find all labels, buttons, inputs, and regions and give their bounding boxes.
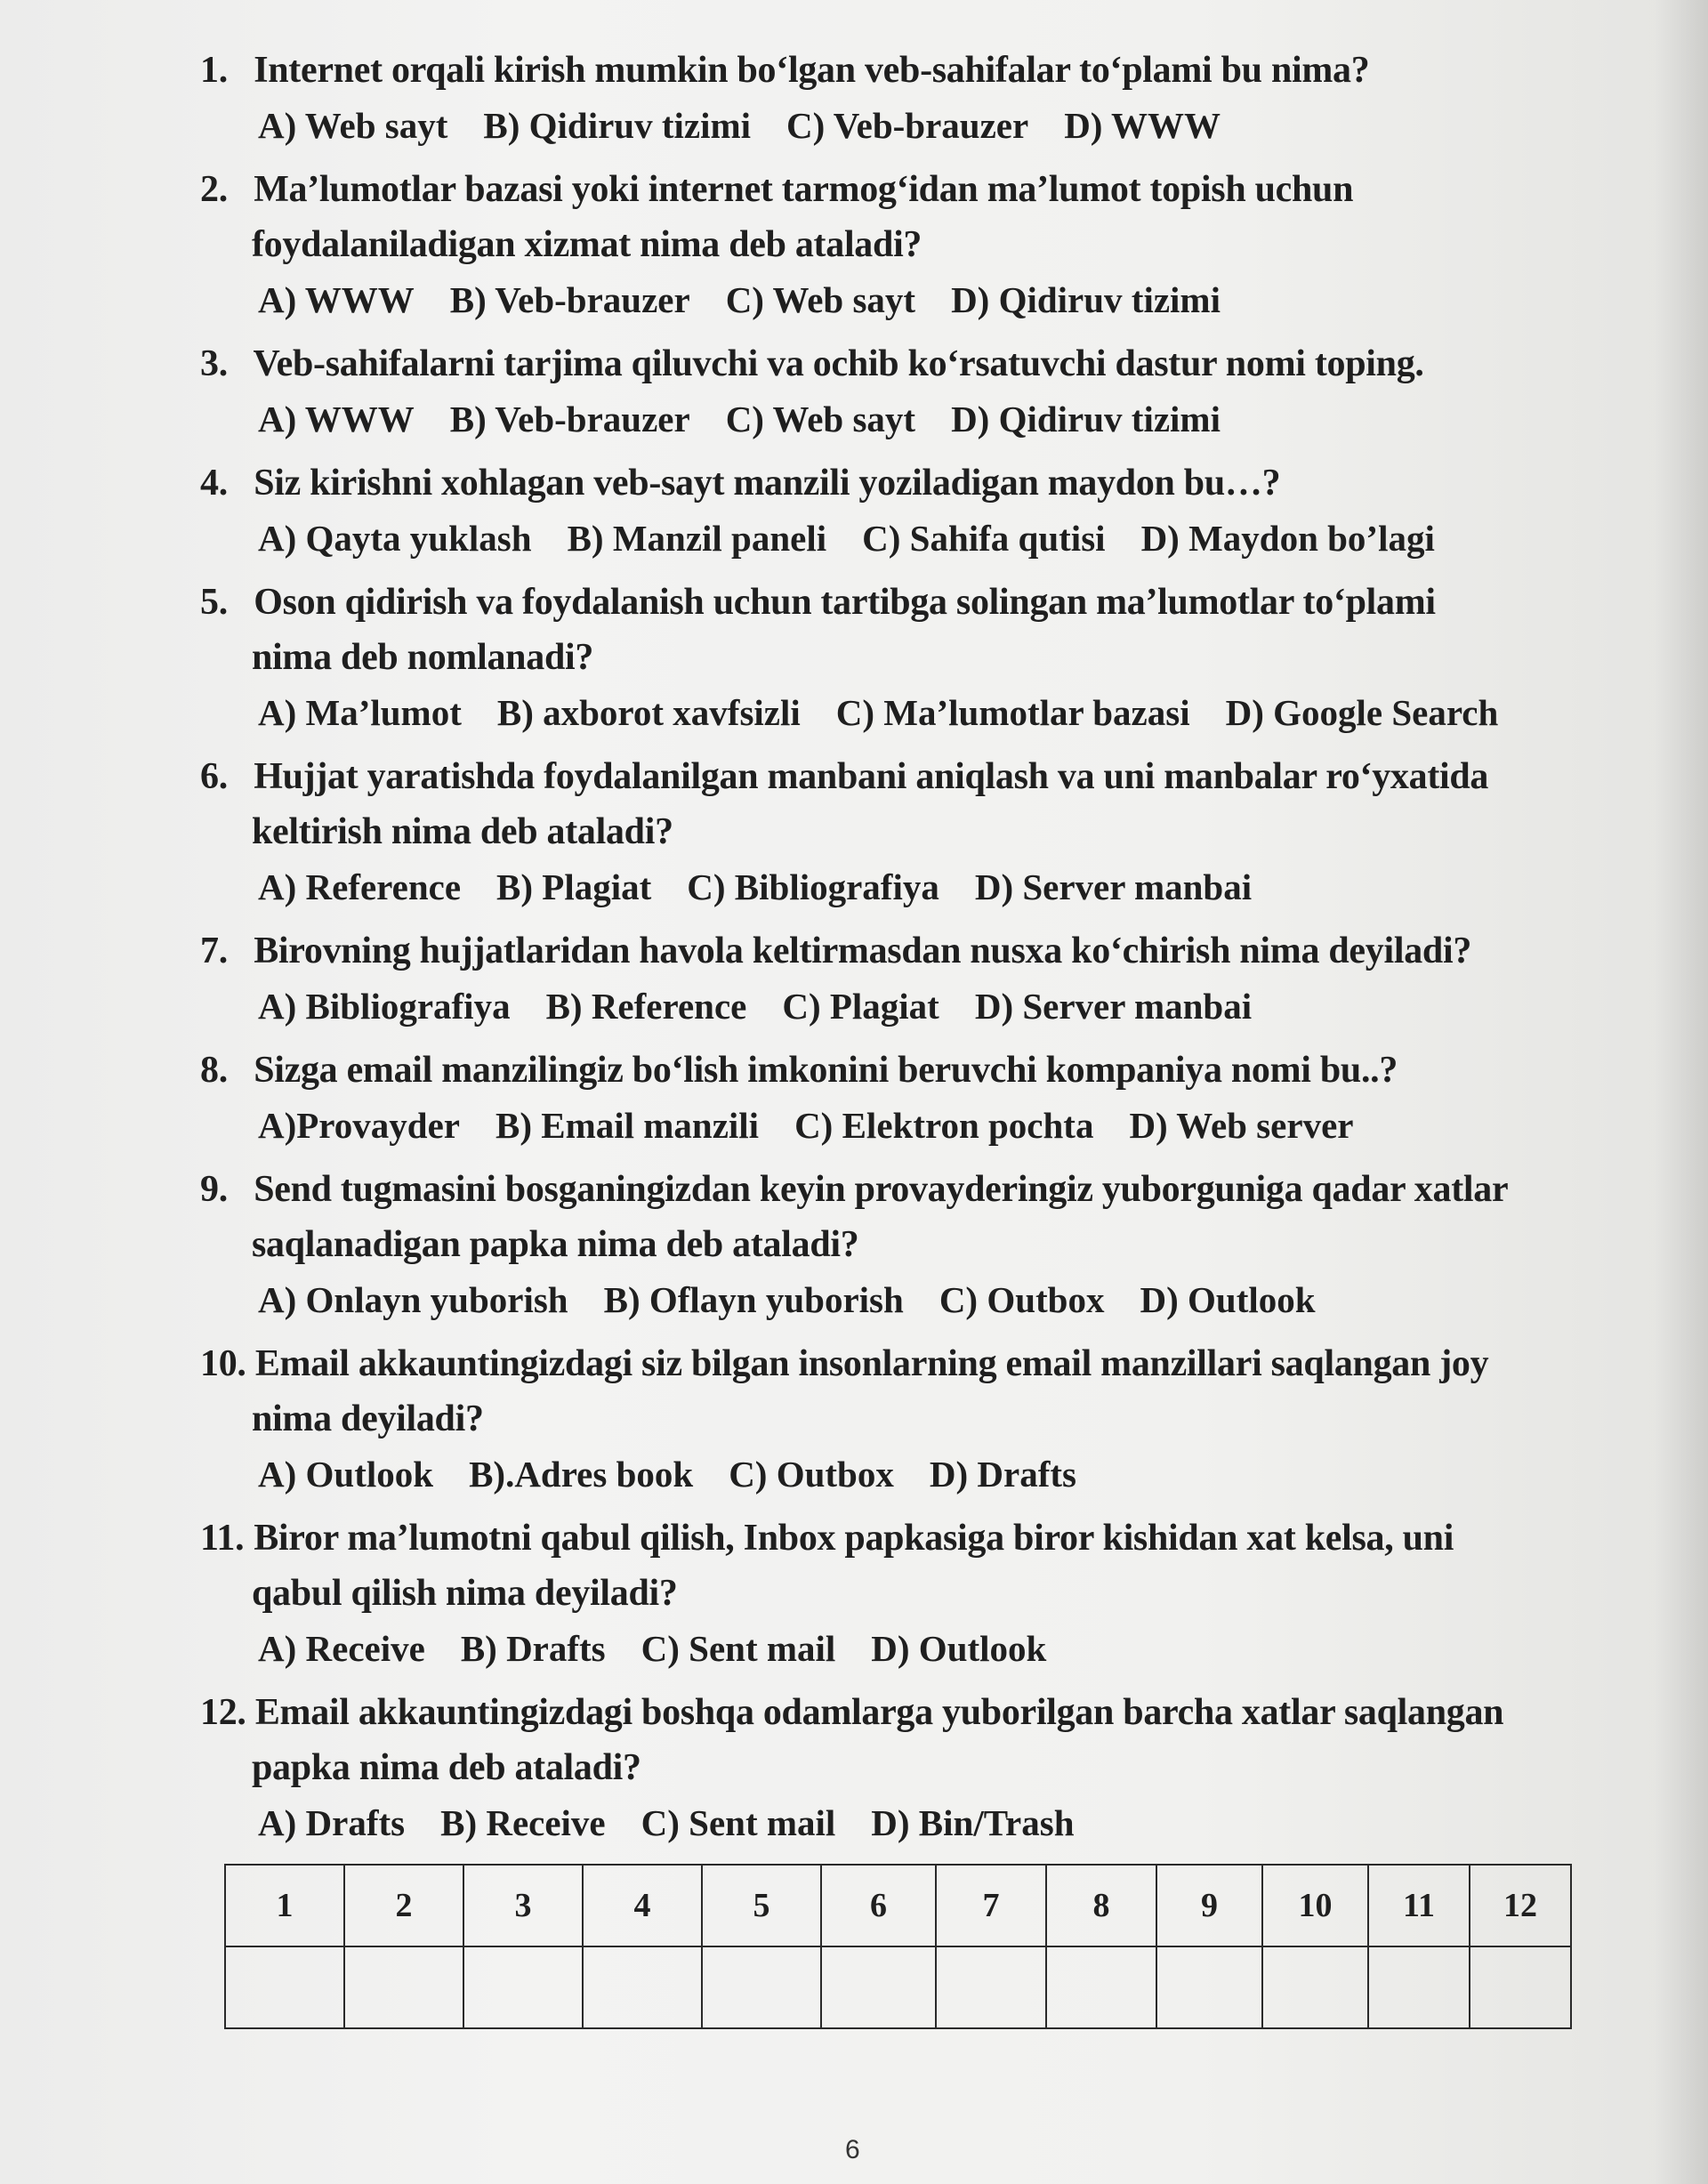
option-d: D) Bin/Trash [871,1802,1075,1843]
option-c: C) Outbox [729,1454,894,1495]
question-number: 9. [200,1169,228,1210]
option-d: D) Server manbai [974,866,1253,907]
answer-options [200,391,1623,447]
page-edge-shadow [1655,0,1708,2184]
answer-options [200,979,1623,1034]
question-text [200,1336,1623,1391]
question-number: 4. [200,463,228,504]
question-10 [200,1336,1623,1502]
answer-cell[interactable] [1156,1946,1262,2028]
question-line: Send tugmasini bosganingizdan keyin provayderingiz yuborguniga qadar xatlar [254,1169,1509,1210]
option-d: D) Outlook [871,1628,1047,1669]
answer-table-answer-row [225,1946,1571,2028]
question-line: Email akkauntingizdagi siz bilgan insonlarning email manzillari saqlangan joy [254,1343,1489,1384]
question-line: nima deb nomlanadi? [252,637,594,678]
option-b: B) Email manzili [495,1105,760,1146]
question-7 [200,923,1623,1034]
option-c: C) Sahifa qutisi [862,518,1106,559]
answer-cell[interactable] [821,1946,936,2028]
answer-header-cell: 5 [702,1865,821,1946]
question-number: 5. [200,582,228,623]
question-number: 7. [200,931,228,971]
question-line: Siz kirishni xohlagan veb-sayt manzili yoziladigan maydon bu…? [254,463,1281,504]
question-6 [200,749,1623,915]
question-2 [200,162,1623,327]
page-number: 6 [845,2135,860,2164]
option-a: A) Reference [258,866,462,907]
answer-cell[interactable] [225,1946,344,2028]
option-c: C) Sent mail [640,1802,836,1843]
question-text [200,162,1623,217]
answer-options [200,859,1623,915]
option-b: B) axborot xavfsizli [496,692,801,733]
option-a: A)Provayder [258,1105,460,1146]
option-d: D) Server manbai [974,986,1253,1027]
option-c: C) Bibliografiya [687,866,939,907]
option-b: B) Manzil paneli [567,518,827,559]
question-line: Email akkauntingizdagi boshqa odamlarga yuborilgan barcha xatlar saqlangan [254,1692,1504,1733]
question-line: qabul qilish nima deyiladi? [252,1573,678,1614]
answer-cell[interactable] [1470,1946,1571,2028]
question-line: Hujjat yaratishda foydalanilgan manbani aniqlash va uni manbalar ro‘yxatida [254,756,1489,797]
option-c: C) Sent mail [640,1628,836,1669]
answer-header-cell: 8 [1046,1865,1156,1946]
option-a: A) Onlayn yuborish [258,1279,568,1320]
question-number: 12. [200,1692,246,1733]
option-d: D) Qidiruv tizimi [951,279,1221,320]
answer-header-cell: 7 [936,1865,1046,1946]
answer-options [200,511,1623,566]
answer-cell[interactable] [1046,1946,1156,2028]
option-a: A) Drafts [258,1802,406,1843]
answer-header-cell: 6 [821,1865,936,1946]
question-text [200,455,1623,511]
question-number: 10. [200,1343,246,1384]
option-a: A) Receive [258,1628,425,1669]
option-b: B) Veb-brauzer [449,399,690,439]
question-line: foydalaniladigan xizmat nima deb ataladi? [252,224,922,265]
answer-header-cell: 3 [463,1865,583,1946]
answer-header-cell: 4 [583,1865,702,1946]
option-c: C) Elektron pochta [794,1105,1094,1146]
question-line: saqlanadigan papka nima deb ataladi? [252,1224,859,1265]
option-b: B) Qidiruv tizimi [483,105,752,146]
answer-options [200,1795,1623,1850]
question-line: Oson qidirish va foydalanish uchun tartibga solingan ma’lumotlar to‘plami [254,582,1436,623]
question-line: Ma’lumotlar bazasi yoki internet tarmog‘idan ma’lumot topish uchun [254,169,1354,210]
question-text [200,749,1623,804]
answer-options [200,272,1623,327]
answer-options [200,1098,1623,1153]
question-8 [200,1043,1623,1153]
answer-cell[interactable] [463,1946,583,2028]
option-a: A) WWW [258,279,415,320]
answer-header-cell: 11 [1368,1865,1470,1946]
option-b: B).Adres book [469,1454,694,1495]
option-b: B) Reference [545,986,747,1027]
answer-options [200,1447,1623,1502]
question-line: nima deyiladi? [252,1398,484,1439]
question-list [200,43,1623,1859]
option-d: D) Qidiruv tizimi [951,399,1221,439]
option-c: C) Web sayt [725,279,916,320]
option-c: C) Plagiat [782,986,939,1027]
question-text [200,43,1623,98]
question-line: Birovning hujjatlaridan havola keltirmasdan nusxa ko‘chirish nima deyiladi? [254,931,1472,971]
option-b: B) Receive [440,1802,606,1843]
answer-table [224,1864,1572,2029]
question-number: 8. [200,1050,228,1091]
question-line: Internet orqali kirish mumkin bo‘lgan veb-sahifalar to‘plami bu nima? [254,50,1370,91]
option-c: C) Outbox [939,1279,1105,1320]
answer-cell[interactable] [583,1946,702,2028]
answer-header-cell: 10 [1262,1865,1368,1946]
option-b: B) Drafts [460,1628,606,1669]
option-b: B) Plagiat [496,866,652,907]
answer-header-cell: 2 [344,1865,463,1946]
answer-header-cell: 12 [1470,1865,1571,1946]
answer-cell[interactable] [1262,1946,1368,2028]
question-number: 6. [200,756,228,797]
option-b: B) Veb-brauzer [449,279,690,320]
option-a: A) Bibliografiya [258,986,511,1027]
option-d: D) WWW [1064,105,1221,146]
question-line: Sizga email manzilingiz bo‘lish imkonini beruvchi kompaniya nomi bu..? [254,1050,1398,1091]
option-c: C) Web sayt [725,399,916,439]
question-1 [200,43,1623,153]
question-text [200,1043,1623,1098]
question-text [200,1685,1623,1740]
question-text [200,336,1623,391]
answer-options [200,98,1623,153]
answer-cell[interactable] [1368,1946,1470,2028]
answer-header-cell: 1 [225,1865,344,1946]
question-number: 2. [200,169,228,210]
question-text [200,575,1623,630]
question-4 [200,455,1623,566]
answer-cell[interactable] [702,1946,821,2028]
question-text [200,923,1623,979]
question-9 [200,1162,1623,1327]
option-c: C) Ma’lumotlar bazasi [835,692,1190,733]
option-a: A) Outlook [258,1454,434,1495]
option-a: A) Ma’lumot [258,692,462,733]
question-12 [200,1685,1623,1850]
question-number: 1. [200,50,228,91]
option-d: D) Web server [1129,1105,1354,1146]
answer-options [200,685,1623,740]
option-a: A) Qayta yuklash [258,518,532,559]
question-line: keltirish nima deb ataladi? [252,811,673,852]
question-number: 11. [200,1518,245,1559]
question-11 [200,1511,1623,1676]
answer-cell[interactable] [344,1946,463,2028]
option-d: D) Maydon bo’lagi [1140,518,1435,559]
question-text [200,1162,1623,1217]
option-b: B) Oflayn yuborish [603,1279,904,1320]
answer-table-header-row [225,1865,1571,1946]
option-c: C) Veb-brauzer [786,105,1029,146]
option-a: A) WWW [258,399,415,439]
question-text [200,1511,1623,1566]
option-a: A) Web sayt [258,105,448,146]
question-5 [200,575,1623,740]
answer-options [200,1621,1623,1676]
question-number: 3. [200,343,228,384]
option-d: D) Google Search [1225,692,1499,733]
option-d: D) Drafts [929,1454,1076,1495]
answer-options [200,1272,1623,1327]
answer-header-cell: 9 [1156,1865,1262,1946]
answer-cell[interactable] [936,1946,1046,2028]
question-line: papka nima deb ataladi? [252,1747,641,1788]
question-3 [200,336,1623,447]
option-d: D) Outlook [1140,1279,1316,1320]
question-line: Veb-sahifalarni tarjima qiluvchi va ochib ko‘rsatuvchi dastur nomi toping. [253,343,1424,384]
question-line: Biror ma’lumotni qabul qilish, Inbox papkasiga biror kishidan xat kelsa, uni [254,1518,1454,1559]
